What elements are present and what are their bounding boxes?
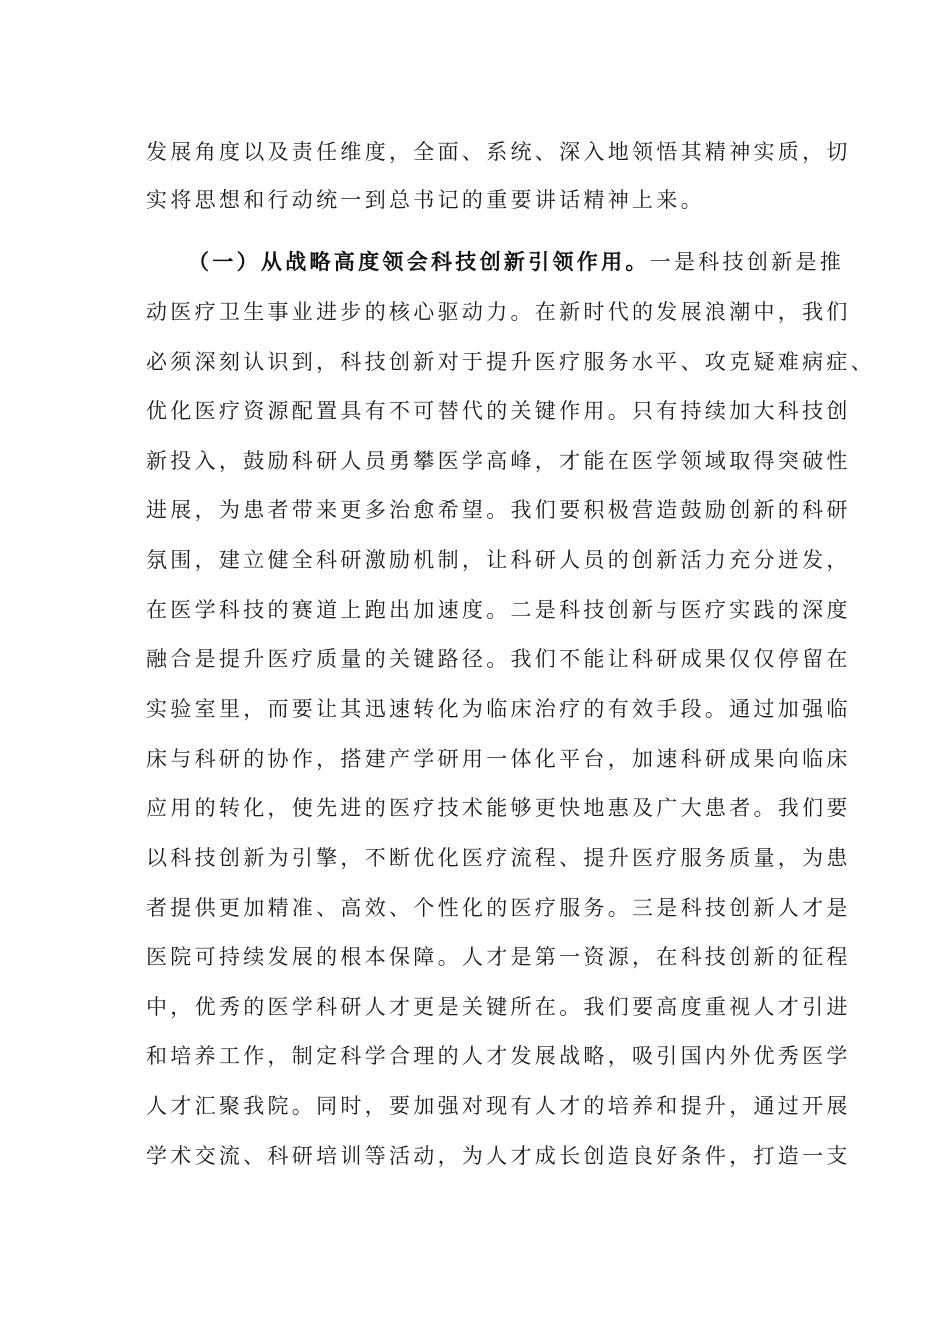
paragraph-line: 优化医疗资源配置具有不可替代的关键作用。只有持续加大科技创	[146, 399, 851, 423]
paragraph-line: 新投入，鼓励科研人员勇攀医学高峰，才能在医学领域取得突破性	[146, 449, 851, 473]
paragraph-line: 中，优秀的医学科研人才更是关键所在。我们要高度重视人才引进	[146, 995, 851, 1019]
paragraph-line: 在医学科技的赛道上跑出加速度。二是科技创新与医疗实践的深度	[146, 598, 851, 622]
section-heading: （一）从战略高度领会科技创新引领作用。	[188, 250, 650, 274]
paragraph-line: 发展角度以及责任维度，全面、系统、深入地领悟其精神实质，切	[146, 140, 851, 164]
paragraph-line: 氛围，建立健全科研激励机制，让科研人员的创新活力充分迸发，	[146, 548, 851, 572]
paragraph-line: 者提供更加精准、高效、个性化的医疗服务。三是科技创新人才是	[146, 896, 851, 920]
paragraph-line: 应用的转化，使先进的医疗技术能够更快地惠及广大患者。我们要	[146, 796, 851, 820]
paragraph-line: 以科技创新为引擎，不断优化医疗流程、提升医疗服务质量，为患	[146, 846, 851, 870]
paragraph-line: 融合是提升医疗质量的关键路径。我们不能让科研成果仅仅停留在	[146, 647, 851, 671]
paragraph-text: 一是科技创新是推	[649, 250, 845, 274]
paragraph-line: 实验室里，而要让其迅速转化为临床治疗的有效手段。通过加强临	[146, 697, 851, 721]
paragraph-line: 进展，为患者带来更多治愈希望。我们要积极营造鼓励创新的科研	[146, 498, 851, 522]
paragraph-line: 学术交流、科研培训等活动，为人才成长创造良好条件，打造一支	[146, 1144, 851, 1168]
paragraph-line: 人才汇聚我院。同时，要加强对现有人才的培养和提升，通过开展	[146, 1094, 851, 1118]
paragraph-line: 床与科研的协作，搭建产学研用一体化平台，加速科研成果向临床	[146, 747, 851, 771]
paragraph-line: 必须深刻认识到，科技创新对于提升医疗服务水平、攻克疑难病症、	[146, 350, 875, 374]
paragraph-line: 实将思想和行动统一到总书记的重要讲话精神上来。	[146, 188, 705, 212]
paragraph-line: 动医疗卫生事业进步的核心驱动力。在新时代的发展浪潮中，我们	[146, 300, 851, 324]
paragraph-line: 和培养工作，制定科学合理的人才发展战略，吸引国内外优秀医学	[146, 1044, 851, 1068]
paragraph-line: 医院可持续发展的根本保障。人才是第一资源，在科技创新的征程	[146, 945, 851, 969]
paragraph-line	[188, 247, 844, 277]
